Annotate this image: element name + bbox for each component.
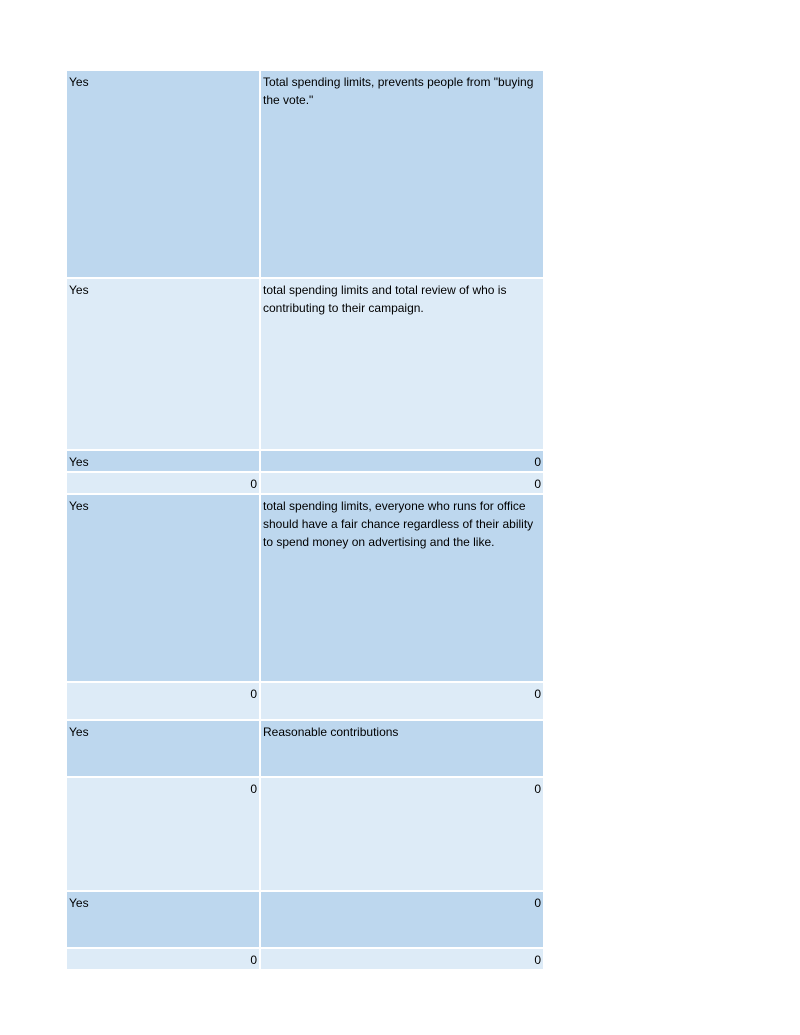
cell-comment[interactable]: Reasonable contributions <box>261 721 543 778</box>
cell-comment[interactable]: 0 <box>261 949 543 971</box>
table-row <box>67 683 543 721</box>
table-row <box>67 451 543 473</box>
cell-answer[interactable]: Yes <box>67 451 261 473</box>
cell-answer[interactable]: Yes <box>67 892 261 949</box>
table-row <box>67 279 543 451</box>
table-row <box>67 495 543 683</box>
cell-comment[interactable]: total spending limits and total review of who is contributing to their campaign. <box>261 279 543 451</box>
cell-comment[interactable]: 0 <box>261 892 543 949</box>
cell-comment[interactable]: 0 <box>261 778 543 892</box>
cell-answer[interactable]: Yes <box>67 279 261 451</box>
cell-answer[interactable]: Yes <box>67 721 261 778</box>
cell-answer[interactable]: 0 <box>67 949 261 971</box>
table-row <box>67 778 543 892</box>
table-row <box>67 721 543 778</box>
cell-answer[interactable]: Yes <box>67 71 261 279</box>
spreadsheet-table <box>67 71 543 971</box>
cell-comment[interactable]: 0 <box>261 473 543 495</box>
table-row <box>67 892 543 949</box>
spreadsheet-body <box>67 71 543 971</box>
cell-comment[interactable]: 0 <box>261 683 543 721</box>
cell-answer[interactable]: 0 <box>67 683 261 721</box>
table-row <box>67 71 543 279</box>
cell-answer[interactable]: Yes <box>67 495 261 683</box>
table-row <box>67 949 543 971</box>
table-row <box>67 473 543 495</box>
cell-comment[interactable]: total spending limits, everyone who runs for office should have a fair chance regardless of their ability to spend money on advertising and the like. <box>261 495 543 683</box>
cell-comment[interactable]: Total spending limits, prevents people from "buying the vote." <box>261 71 543 279</box>
cell-answer[interactable]: 0 <box>67 473 261 495</box>
cell-comment[interactable]: 0 <box>261 451 543 473</box>
cell-answer[interactable]: 0 <box>67 778 261 892</box>
